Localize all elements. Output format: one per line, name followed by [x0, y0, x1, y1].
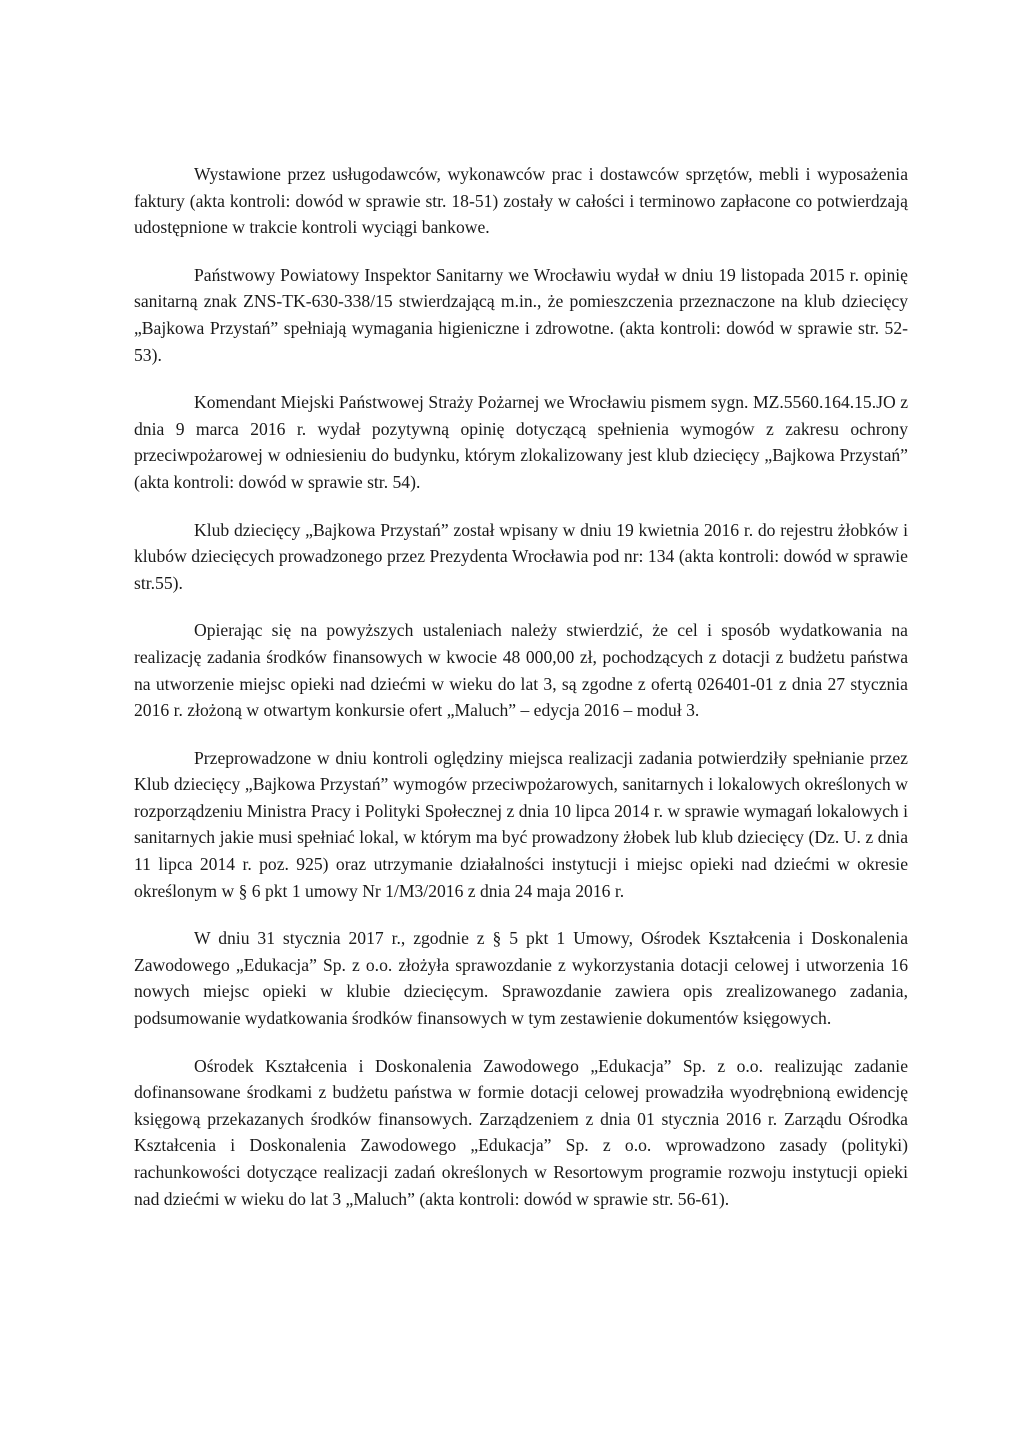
document-body: [134, 161, 908, 1233]
paragraph-invoices: Wystawione przez usługodawców, wykonawców prac i dostawców sprzętów, mebli i wyposażenia faktury (akta kontroli: dowód w sprawie str. 18-51) zostały w całości i terminowo zapłacone co potwierdzają udostępnione w trakcie kontroli wyciągi bankowe.: [134, 164, 908, 238]
paragraph-fire-safety-opinion: Komendant Miejski Państwowej Straży Pożarnej we Wrocławiu pismem sygn. MZ.5560.164.15.JO z dnia 9 marca 2016 r. wydał pozytywną opinię dotyczącą spełnienia wymogów z zakresu ochrony przeciwpożarowej w odniesieniu do budynku, którym zlokalizowany jest klub dziecięcy „Bajkowa Przystań” (akta kontroli: dowód w sprawie str. 54).: [134, 392, 908, 492]
paragraph-site-inspection: Przeprowadzone w dniu kontroli oględziny miejsca realizacji zadania potwierdziły spełnianie przez Klub dziecięcy „Bajkowa Przystań” wymogów przeciwpożarowych, sanitarnych i lokalowych określonych w rozporządzeniu Ministra Pracy i Polityki Społecznej z dnia 10 lipca 2014 r. w sprawie wymagań lokalowych i sanitarnych jakie musi spełniać lokal, w którym ma być prowadzony żłobek lub klub dziecięcy (Dz. U. z dnia 11 lipca 2014 r. poz. 925) oraz utrzymanie działalności instytucji i miejsc opieki nad dziećmi w okresie określonym w § 6 pkt 1 umowy Nr 1/M3/2016 z dnia 24 maja 2016 r.: [134, 747, 908, 901]
paragraph-sanitary-opinion: Państwowy Powiatowy Inspektor Sanitarny we Wrocławiu wydał w dniu 19 listopada 2015 r. opinię sanitarną znak ZNS-TK-630-338/15 stwierdzającą m.in., że pomieszczenia przeznaczone na klub dziecięcy „Bajkowa Przystań” spełniają wymagania higieniczne i zdrowotne. (akta kontroli: dowód w sprawie str. 52-53).: [134, 264, 908, 365]
paragraph-report-submission: W dniu 31 stycznia 2017 r., zgodnie z § 5 pkt 1 Umowy, Ośrodek Kształcenia i Doskonalenia Zawodowego „Edukacja” Sp. z o.o. złożyła sprawozdanie z wykorzystania dotacji celowej i utworzenia 16 nowych miejsc opieki w klubie dziecięcym. Sprawozdanie zawiera opis zrealizowanego zadania, podsumowanie wydatkowania środków finansowych w tym zestawienie dokumentów księgowych.: [134, 928, 908, 1029]
paragraph-registry-entry: Klub dziecięcy „Bajkowa Przystań” został wpisany w dniu 19 kwietnia 2016 r. do rejestru żłobków i klubów dziecięcych prowadzonego przez Prezydenta Wrocławia pod nr: 134 (akta kontroli: dowód w sprawie str.55).: [134, 519, 908, 593]
paragraph-conclusion: Opierając się na powyższych ustaleniach należy stwierdzić, że cel i sposób wydatkowania na realizację zadania środków finansowych w kwocie 48 000,00 zł, pochodzących z dotacji z budżetu państwa na utworzenie miejsc opieki nad dziećmi w wieku do lat 3, są zgodne z ofertą 026401-01 z dnia 27 stycznia 2016 r. złożoną w otwartym konkursie ofert „Maluch” – edycja 2016 – moduł 3.: [134, 620, 908, 721]
paragraph-accounting-records: Ośrodek Kształcenia i Doskonalenia Zawodowego „Edukacja” Sp. z o.o. realizując zadanie dofinansowane środkami z budżetu państwa w formie dotacji celowej prowadziła wyodrębnioną ewidencję księgową przekazanych środków finansowych. Zarządzeniem z dnia 01 stycznia 2016 r. Zarządu Ośrodka Kształcenia i Doskonalenia Zawodowego „Edukacja” Sp. z o.o. wprowadzono zasady (polityki) rachunkowości dotyczące realizacji zadań określonych w Resortowym programie rozwoju instytucji opieki nad dziećmi w wieku do lat 3 „Maluch” (akta kontroli: dowód w sprawie str. 56-61).: [134, 1055, 908, 1209]
